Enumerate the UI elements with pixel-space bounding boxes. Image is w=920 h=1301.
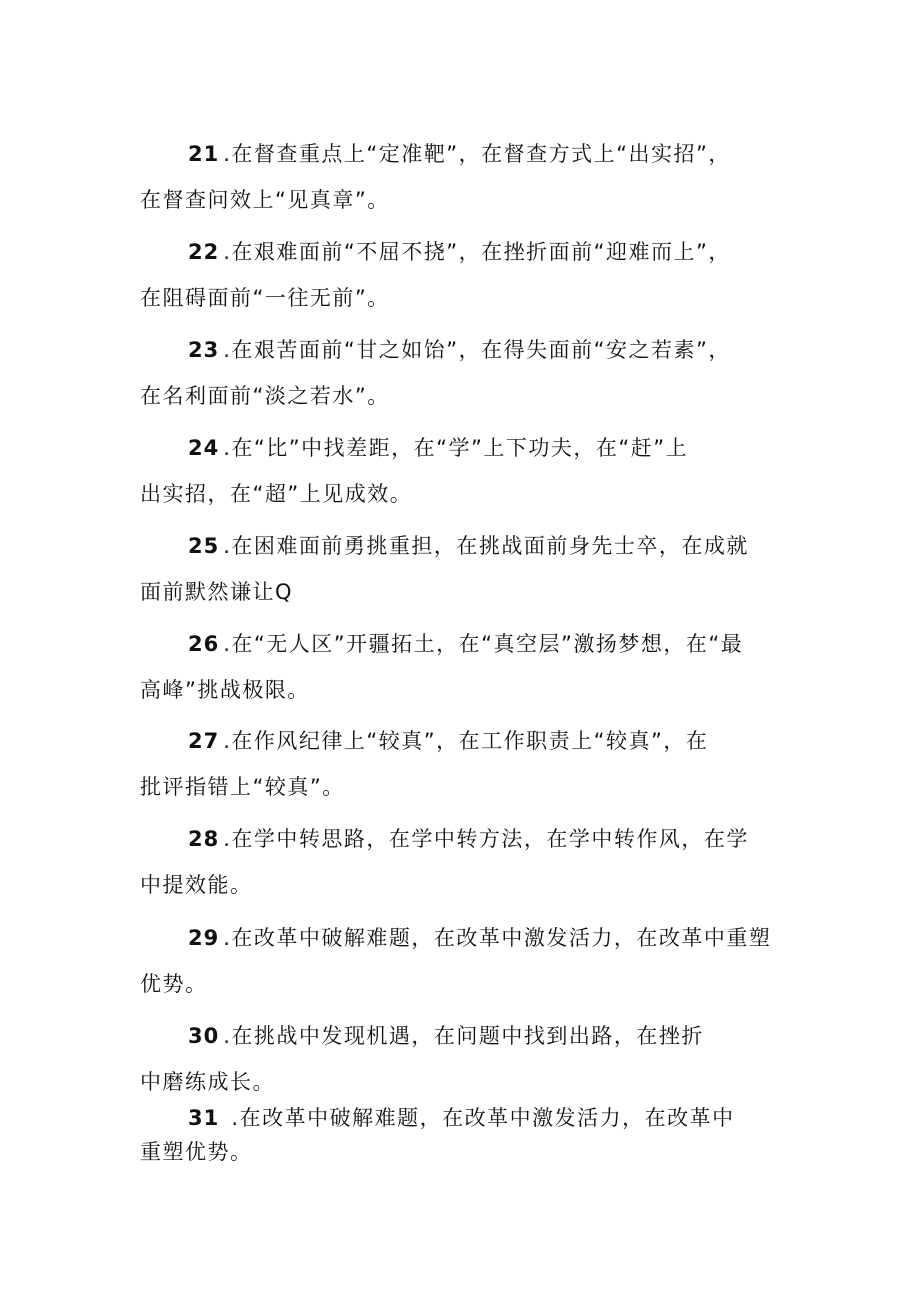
item-continuation-line: 在阻碍面前“一往无前”。 [140,286,390,310]
item-number: 31 [188,1106,220,1130]
item-text: .在督查重点上“定准靶”，在督查方式上“出实招”， [223,142,731,166]
item-continuation-line: 批评指错上“较真”。 [140,775,345,799]
item-continuation-line: 中磨练成长。 [140,1070,275,1094]
item-first-line [188,336,731,364]
item-continuation-line: 高峰”挑战极限。 [140,678,310,702]
item-continuation-line: 在督查问效上“见真章”。 [140,188,390,212]
item-text: .在艰难面前“不屈不挠”，在挫折面前“迎难而上”， [223,240,731,264]
item-text: .在艰苦面前“甘之如饴”，在得失面前“安之若素”， [223,338,731,362]
item-number: 22 [188,240,220,264]
item-number: 28 [188,827,220,851]
item-first-line [188,140,731,168]
item-first-line [188,825,749,853]
item-text: .在作风纪律上“较真”，在工作职责上“较真”，在 [223,729,709,753]
item-number: 30 [188,1024,220,1048]
item-number: 29 [188,926,220,950]
item-text: .在改革中破解难题，在改革中激发活力，在改革中重塑 [223,926,772,950]
item-continuation-line: 在名利面前“淡之若水”。 [140,384,390,408]
item-first-line [188,1022,704,1050]
item-first-line [188,727,708,755]
item-text: .在挑战中发现机遇，在问题中找到出路，在挫折 [223,1024,704,1048]
item-first-line [188,238,731,266]
item-continuation-line: 面前默然谦让Q [140,580,294,604]
item-number: 24 [188,436,220,460]
item-number: 23 [188,338,220,362]
item-first-line [188,924,771,952]
item-text: .在“比”中找差距，在“学”上下功夫，在“赶”上 [223,436,689,460]
item-text: .在改革中破解难题，在改革中激发活力，在改革中 [223,1106,735,1130]
item-first-line [188,532,749,560]
item-number: 26 [188,632,220,656]
item-continuation-line: 重塑优势。 [140,1140,253,1164]
item-number: 27 [188,729,220,753]
item-text: .在困难面前勇挑重担，在挑战面前身先士卒，在成就 [223,534,749,558]
item-continuation-line: 中提效能。 [140,873,253,897]
item-text: .在“无人区”开疆拓土，在“真空层”激扬梦想，在“最 [223,632,744,656]
item-first-line [188,630,743,658]
item-continuation-line: 出实招，在“超”上见成效。 [140,482,413,506]
item-number: 25 [188,534,220,558]
item-continuation-line: 优势。 [140,972,208,996]
item-number: 21 [188,142,220,166]
item-first-line [188,434,688,462]
item-text: .在学中转思路，在学中转方法，在学中转作风，在学 [223,827,749,851]
item-first-line [188,1104,735,1132]
